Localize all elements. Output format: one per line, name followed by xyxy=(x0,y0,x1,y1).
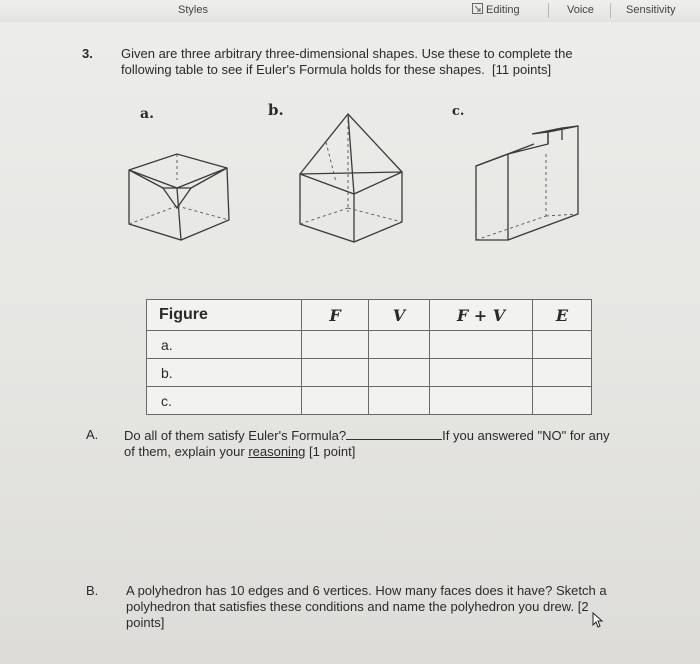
cell-b-e[interactable] xyxy=(533,359,592,387)
part-a-question: Do all of them satisfy Euler's Formula? xyxy=(124,428,347,443)
cell-b-fv[interactable] xyxy=(430,359,533,387)
table-header-row xyxy=(147,300,592,331)
cell-b-f[interactable] xyxy=(302,359,369,387)
part-b-line1: A polyhedron has 10 edges and 6 vertices. How many faces does it have? Sketch a xyxy=(126,583,607,598)
part-a-explain: of them, explain your xyxy=(124,444,245,459)
reasoning-link[interactable]: reasoning xyxy=(248,444,306,459)
part-a-followup: If you answered "NO" for any xyxy=(442,428,610,443)
table-row xyxy=(147,359,592,387)
styles-button[interactable]: Styles xyxy=(178,4,208,16)
part-a-line2 xyxy=(124,444,664,460)
shape-c-stepped-prism-icon xyxy=(474,124,584,242)
part-b-line3: points] xyxy=(126,615,165,630)
table-row xyxy=(147,387,592,415)
header-faces: F xyxy=(302,300,369,331)
shape-a-label: a. xyxy=(140,106,154,122)
question-points: [11 points] xyxy=(492,62,552,77)
mouse-cursor-icon xyxy=(592,612,604,628)
question-prompt-line2: following table to see if Euler's Formula holds for these shapes. xyxy=(121,62,485,77)
shape-a-truncated-cube-icon xyxy=(125,150,235,246)
part-b-text xyxy=(126,583,646,631)
question-number: 3. xyxy=(82,46,93,61)
part-a-points: [1 point] xyxy=(309,444,356,459)
row-label-b: b. xyxy=(147,359,302,387)
header-figure: Figure xyxy=(147,300,302,331)
shape-c-label: c. xyxy=(452,104,465,119)
shape-b-label: b. xyxy=(268,101,284,119)
cell-c-v[interactable] xyxy=(369,387,430,415)
row-label-a: a. xyxy=(147,331,302,359)
cell-a-f[interactable] xyxy=(302,331,369,359)
part-b-points-open: [2 xyxy=(577,599,589,614)
row-label-c: c. xyxy=(147,387,302,415)
question-prompt xyxy=(121,46,573,78)
question-prompt-line2-wrap xyxy=(121,62,573,78)
part-a-line1 xyxy=(124,427,664,444)
header-f-plus-v: F + V xyxy=(430,300,533,331)
header-edges: E xyxy=(533,300,592,331)
table-row xyxy=(147,331,592,359)
part-a-text xyxy=(124,427,664,460)
question-prompt-line1: Given are three arbitrary three-dimensional shapes. Use these to complete the xyxy=(121,46,573,61)
part-b-line2-wrap xyxy=(126,599,646,615)
cell-c-fv[interactable] xyxy=(430,387,533,415)
answer-blank[interactable] xyxy=(346,427,442,440)
editing-button[interactable]: Editing xyxy=(486,4,520,16)
ribbon-toolbar xyxy=(0,0,700,23)
part-b-label: B. xyxy=(86,583,99,598)
cell-c-e[interactable] xyxy=(533,387,592,415)
dialog-launcher-icon[interactable] xyxy=(472,3,483,17)
shape-b-house-prism-icon xyxy=(296,112,406,244)
cell-b-v[interactable] xyxy=(369,359,430,387)
part-b-line2: polyhedron that satisfies these conditions and name the polyhedron you drew. xyxy=(126,599,575,614)
part-a-label: A. xyxy=(86,427,99,442)
sensitivity-button[interactable]: Sensitivity xyxy=(626,4,676,16)
cell-a-v[interactable] xyxy=(369,331,430,359)
document-page xyxy=(0,22,700,664)
cell-c-f[interactable] xyxy=(302,387,369,415)
header-vertices: V xyxy=(369,300,430,331)
voice-button[interactable]: Voice xyxy=(567,4,594,16)
cell-a-fv[interactable] xyxy=(430,331,533,359)
cell-a-e[interactable] xyxy=(533,331,592,359)
euler-table xyxy=(146,299,592,415)
